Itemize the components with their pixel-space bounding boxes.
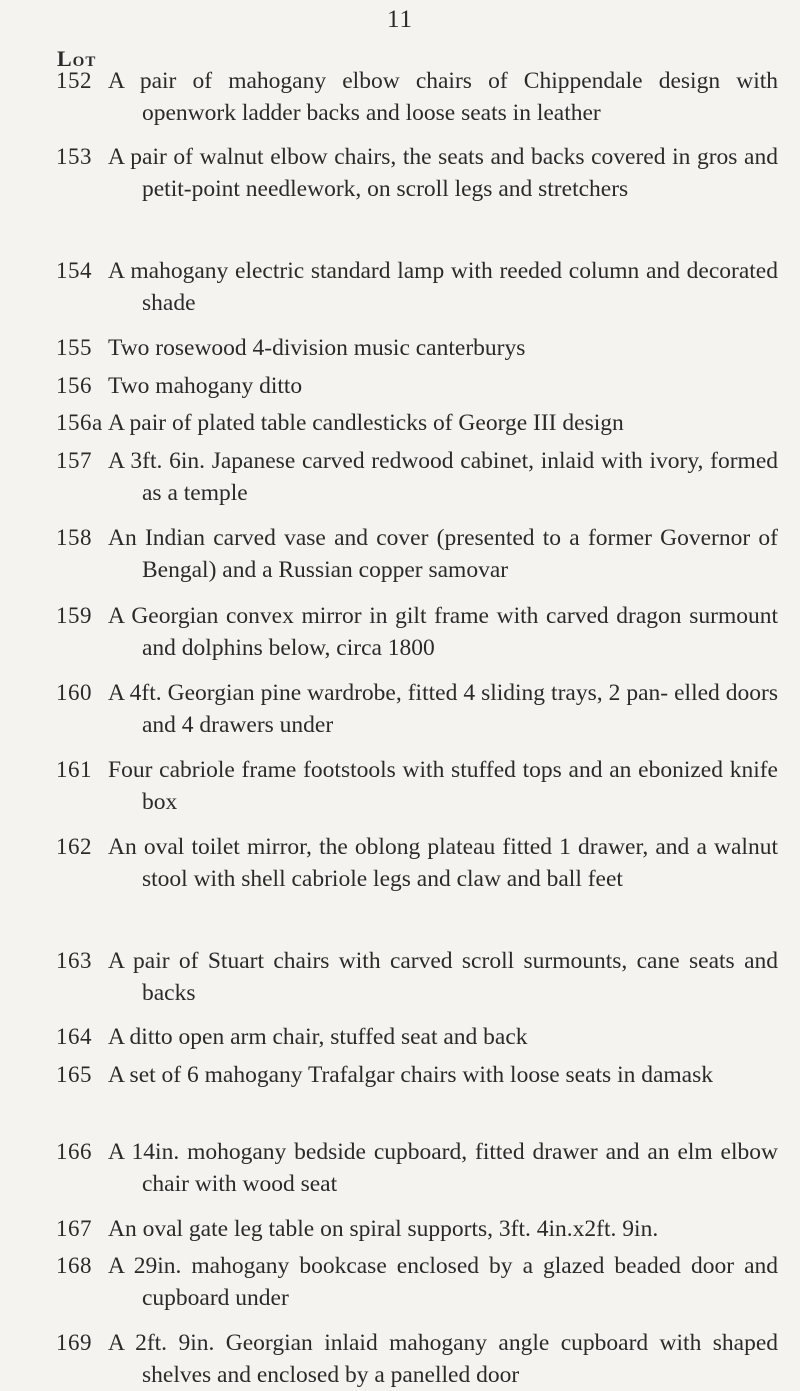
lot-number: 159 — [56, 603, 92, 628]
lot-entry — [56, 677, 800, 741]
lot-description: Two mahogany ditto — [108, 373, 303, 399]
lot-entry — [56, 1136, 800, 1200]
page-number: 11 — [386, 6, 414, 33]
lot-number: 165 — [56, 1062, 92, 1087]
lot-entry — [56, 65, 800, 129]
lot-column-header: Lot — [57, 46, 97, 71]
lot-entry — [56, 831, 800, 895]
lot-entry — [56, 1059, 800, 1091]
lot-entry — [56, 1327, 800, 1391]
lot-entry — [56, 522, 800, 586]
lot-number: 163 — [56, 948, 92, 973]
lot-number: 162 — [56, 834, 92, 859]
lot-entry — [56, 600, 800, 664]
lot-number: 164 — [56, 1024, 92, 1049]
lot-number: 166 — [56, 1139, 92, 1164]
lot-description: A 2ft. 9in. Georgian inlaid mahogany angle cupboard with shaped shelves and enclosed by a panelled door — [108, 1330, 778, 1388]
lot-description: A pair of mahogany elbow chairs of Chippendale design with openwork ladder backs and loose seats in leather — [108, 68, 778, 126]
lot-entry — [56, 1021, 800, 1053]
lot-entry — [56, 754, 800, 818]
lot-number: 156 — [56, 373, 92, 398]
lot-description: A pair of plated table candlesticks of George III design — [108, 410, 624, 436]
lot-number: 167 — [56, 1216, 92, 1241]
lot-description: A set of 6 mahogany Trafalgar chairs with loose seats in damask — [108, 1062, 714, 1088]
lot-number: 156a — [56, 410, 103, 435]
lot-number: 168 — [56, 1253, 92, 1278]
lot-number: 152 — [56, 68, 92, 93]
lot-description: Four cabriole frame footstools with stuffed tops and an ebonized knife box — [108, 757, 778, 815]
lot-number: 153 — [56, 144, 92, 169]
lot-entry — [56, 407, 800, 439]
lot-description: Two rosewood 4-division music canterburys — [108, 335, 526, 361]
lot-number: 154 — [56, 258, 92, 283]
lot-number: 158 — [56, 525, 92, 550]
lot-number: 160 — [56, 680, 92, 705]
lot-number: 169 — [56, 1330, 92, 1355]
lot-entry — [56, 255, 800, 319]
lot-number: 161 — [56, 757, 92, 782]
lot-description: A 3ft. 6in. Japanese carved redwood cabinet, inlaid with ivory, formed as a temple — [108, 448, 778, 506]
lot-description: An Indian carved vase and cover (presented to a former Governor of Bengal) and a Russian copper samovar — [108, 525, 778, 583]
lot-description: A 4ft. Georgian pine wardrobe, fitted 4 sliding trays, 2 pan- elled doors and 4 drawers under — [108, 680, 778, 738]
lot-entry — [56, 1250, 800, 1314]
lot-description: A pair of walnut elbow chairs, the seats and backs covered in gros and petit-point needlework, on scroll legs and stretchers — [108, 144, 778, 202]
lot-description: A ditto open arm chair, stuffed seat and back — [108, 1024, 528, 1050]
lot-description: A Georgian convex mirror in gilt frame with carved dragon surmount and dolphins below, circa 1800 — [108, 603, 778, 661]
lot-entry — [56, 445, 800, 509]
lot-number: 155 — [56, 335, 92, 360]
lot-description: A 14in. mohogany bedside cupboard, fitted drawer and an elm elbow chair with wood seat — [108, 1139, 778, 1197]
lot-entry — [56, 370, 800, 402]
lot-description: A mahogany electric standard lamp with reeded column and decorated shade — [108, 258, 778, 316]
lot-entry — [56, 1213, 800, 1245]
lot-description: An oval toilet mirror, the oblong plateau fitted 1 drawer, and a walnut stool with shell cabriole legs and claw and ball feet — [108, 834, 778, 892]
lot-entry — [56, 945, 800, 1009]
lot-entry — [56, 141, 800, 205]
lot-entry — [56, 332, 800, 364]
lot-description: An oval gate leg table on spiral supports, 3ft. 4in.x2ft. 9in. — [108, 1216, 659, 1242]
lot-description: A 29in. mahogany bookcase enclosed by a glazed beaded door and cupboard under — [108, 1253, 778, 1311]
lot-description: A pair of Stuart chairs with carved scroll surmounts, cane seats and backs — [108, 948, 778, 1006]
lot-number: 157 — [56, 448, 92, 473]
